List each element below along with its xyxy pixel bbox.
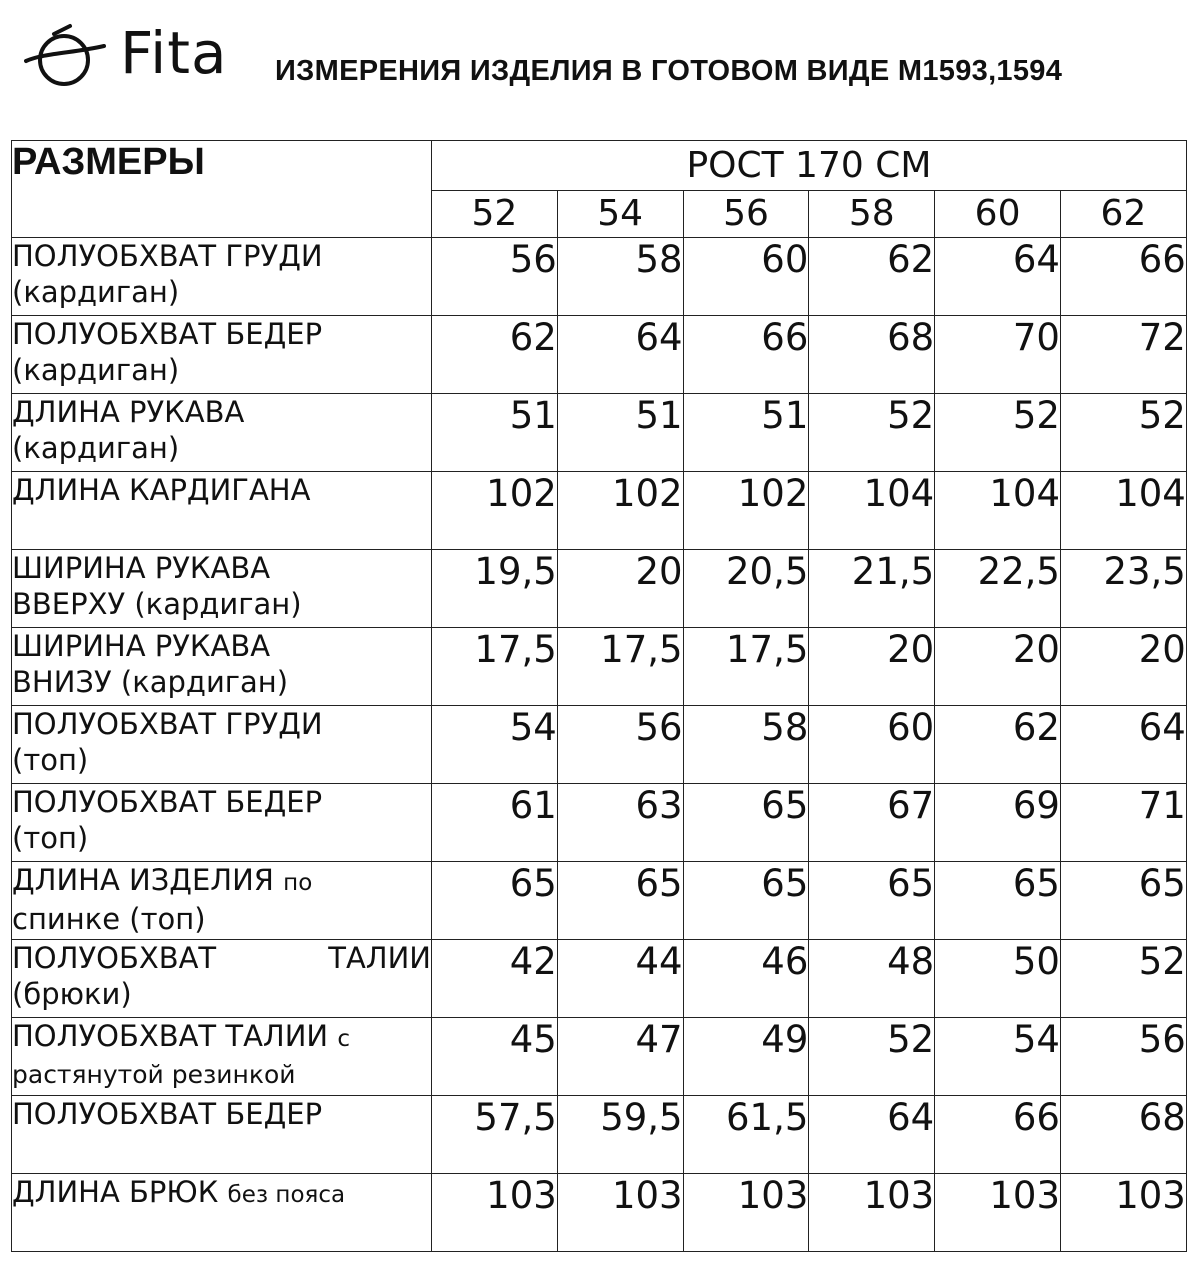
measurement-value: 62 xyxy=(809,238,935,316)
measurement-value: 50 xyxy=(935,940,1061,1018)
measurement-label-line1 xyxy=(12,706,431,742)
measurement-label-line1 xyxy=(12,1096,431,1132)
document-title: ИЗМЕРЕНИЯ ИЗДЕЛИЯ В ГОТОВОМ ВИДЕ М1593,1594 xyxy=(275,55,1063,87)
size-header-cell: 62 xyxy=(1060,190,1186,238)
measurement-value: 51 xyxy=(432,394,558,472)
measurement-value: 103 xyxy=(1060,1174,1186,1252)
table-body xyxy=(12,238,1187,1252)
measurement-label-line1 xyxy=(12,1174,431,1213)
measurement-value: 65 xyxy=(557,862,683,940)
measurement-label xyxy=(12,394,432,472)
measurement-label xyxy=(12,550,432,628)
measurement-label-line1 xyxy=(12,394,431,430)
measurement-name: ПОЛУОБХВАТ ТАЛИИ xyxy=(12,1019,329,1053)
measurement-name: ПОЛУОБХВАТ БЕДЕР xyxy=(12,1097,323,1131)
measurement-label-line1 xyxy=(12,316,431,352)
measurement-name-suffix: по xyxy=(283,870,313,896)
measurement-value: 66 xyxy=(935,1096,1061,1174)
measurement-value: 69 xyxy=(935,784,1061,862)
measurement-label-line1 xyxy=(12,628,431,664)
brand-name: Fita xyxy=(120,19,228,87)
measurement-value: 66 xyxy=(1060,238,1186,316)
measurement-value: 104 xyxy=(809,472,935,550)
measurement-name-suffix: с xyxy=(337,1026,350,1052)
size-header-cell: 58 xyxy=(809,190,935,238)
measurement-value: 47 xyxy=(557,1018,683,1096)
measurement-value: 54 xyxy=(432,706,558,784)
measurement-label-line1 xyxy=(12,940,431,976)
measurement-value: 51 xyxy=(683,394,809,472)
measurement-value: 23,5 xyxy=(1060,550,1186,628)
measurement-value: 103 xyxy=(935,1174,1061,1252)
measurement-label-line1 xyxy=(12,550,431,586)
measurement-value: 104 xyxy=(935,472,1061,550)
table-row xyxy=(12,394,1187,472)
measurement-value: 66 xyxy=(683,316,809,394)
measurement-value: 65 xyxy=(809,862,935,940)
measurement-label-line2: (кардиган) xyxy=(12,353,180,387)
measurement-value: 62 xyxy=(935,706,1061,784)
measurement-name-suffix: без пояса xyxy=(227,1182,346,1208)
measurement-value: 52 xyxy=(1060,394,1186,472)
measurement-value: 44 xyxy=(557,940,683,1018)
measurement-value: 103 xyxy=(683,1174,809,1252)
measurement-value: 67 xyxy=(809,784,935,862)
measurement-name: ДЛИНА ИЗДЕЛИЯ xyxy=(12,863,274,897)
size-header-cell: 52 xyxy=(432,190,558,238)
measurement-label-line2: (кардиган) xyxy=(12,275,180,309)
table-row xyxy=(12,472,1187,550)
measurement-value: 64 xyxy=(557,316,683,394)
size-header-cell: 60 xyxy=(935,190,1061,238)
measurement-value: 61 xyxy=(432,784,558,862)
measurement-value: 60 xyxy=(809,706,935,784)
measurement-value: 20,5 xyxy=(683,550,809,628)
measurement-value: 48 xyxy=(809,940,935,1018)
measurement-value: 103 xyxy=(809,1174,935,1252)
measurement-value: 68 xyxy=(1060,1096,1186,1174)
table-row xyxy=(12,1174,1187,1252)
measurement-label xyxy=(12,628,432,706)
table-row xyxy=(12,316,1187,394)
measurement-label-line1 xyxy=(12,862,431,901)
table-row xyxy=(12,550,1187,628)
measurement-name: ДЛИНА КАРДИГАНА xyxy=(12,473,311,507)
measurement-value: 63 xyxy=(557,784,683,862)
table-row xyxy=(12,238,1187,316)
measurement-label xyxy=(12,706,432,784)
measurement-value: 103 xyxy=(432,1174,558,1252)
measurement-value: 70 xyxy=(935,316,1061,394)
table-row xyxy=(12,628,1187,706)
measurement-value: 65 xyxy=(683,862,809,940)
measurement-name-suffix: ТАЛИИ xyxy=(328,941,431,975)
measurement-value: 58 xyxy=(557,238,683,316)
measurement-label xyxy=(12,862,432,940)
measurement-name: ПОЛУОБХВАТ ГРУДИ xyxy=(12,239,323,273)
measurement-value: 64 xyxy=(935,238,1061,316)
measurement-label-line2: (топ) xyxy=(12,743,89,777)
growth-header: РОСТ 170 СМ xyxy=(432,141,1187,191)
measurement-label xyxy=(12,1018,432,1096)
measurement-name: ДЛИНА РУКАВА xyxy=(12,395,245,429)
measurement-label xyxy=(12,1174,432,1252)
measurement-label xyxy=(12,940,432,1018)
table-row xyxy=(12,706,1187,784)
measurement-value: 17,5 xyxy=(683,628,809,706)
measurement-value: 51 xyxy=(557,394,683,472)
measurement-name: ШИРИНА РУКАВА xyxy=(12,551,271,585)
measurement-label-line2: ВВЕРХУ (кардиган) xyxy=(12,587,302,621)
measurement-value: 17,5 xyxy=(557,628,683,706)
measurement-value: 56 xyxy=(1060,1018,1186,1096)
measurement-value: 22,5 xyxy=(935,550,1061,628)
measurement-label-line2: (кардиган) xyxy=(12,431,180,465)
measurement-value: 45 xyxy=(432,1018,558,1096)
size-header-cell: 56 xyxy=(683,190,809,238)
measurement-label-line1 xyxy=(12,1018,431,1057)
measurement-label-line1 xyxy=(12,238,431,274)
measurement-label-line2: ВНИЗУ (кардиган) xyxy=(12,665,289,699)
measurement-value: 102 xyxy=(432,472,558,550)
measurement-value: 65 xyxy=(683,784,809,862)
measurement-value: 61,5 xyxy=(683,1096,809,1174)
table-row xyxy=(12,1018,1187,1096)
measurement-label-line2: растянутой резинкой xyxy=(12,1060,296,1089)
measurement-value: 52 xyxy=(1060,940,1186,1018)
measurement-value: 20 xyxy=(557,550,683,628)
measurement-value: 65 xyxy=(935,862,1061,940)
measurement-value: 52 xyxy=(809,1018,935,1096)
table-row xyxy=(12,940,1187,1018)
measurement-value: 59,5 xyxy=(557,1096,683,1174)
measurement-label-line2: спинке (топ) xyxy=(12,902,206,936)
measurement-label-line1 xyxy=(12,784,431,820)
measurement-label xyxy=(12,238,432,316)
measurement-value: 71 xyxy=(1060,784,1186,862)
table-row xyxy=(12,784,1187,862)
measurement-name: ШИРИНА РУКАВА xyxy=(12,629,271,663)
measurement-value: 102 xyxy=(683,472,809,550)
measurement-value: 56 xyxy=(432,238,558,316)
measurement-value: 19,5 xyxy=(432,550,558,628)
measurement-value: 64 xyxy=(809,1096,935,1174)
size-header-cell: 54 xyxy=(557,190,683,238)
measurement-label-line2: (топ) xyxy=(12,821,89,855)
header xyxy=(0,0,1200,135)
measurement-value: 20 xyxy=(935,628,1061,706)
measurement-value: 64 xyxy=(1060,706,1186,784)
measurement-value: 58 xyxy=(683,706,809,784)
measurement-value: 104 xyxy=(1060,472,1186,550)
measurement-label-line1 xyxy=(12,472,431,508)
measurement-value: 57,5 xyxy=(432,1096,558,1174)
measurement-value: 20 xyxy=(1060,628,1186,706)
sizes-header: РАЗМЕРЫ xyxy=(12,141,432,238)
measurement-value: 72 xyxy=(1060,316,1186,394)
measurement-label xyxy=(12,1096,432,1174)
measurement-name: ПОЛУОБХВАТ xyxy=(12,941,217,975)
measurement-label xyxy=(12,472,432,550)
measurement-label xyxy=(12,316,432,394)
measurement-value: 52 xyxy=(809,394,935,472)
measurement-name: ПОЛУОБХВАТ ГРУДИ xyxy=(12,707,323,741)
measurement-value: 65 xyxy=(432,862,558,940)
table-row xyxy=(12,862,1187,940)
measurement-value: 54 xyxy=(935,1018,1061,1096)
measurement-label xyxy=(12,784,432,862)
measurement-value: 21,5 xyxy=(809,550,935,628)
measurement-value: 60 xyxy=(683,238,809,316)
measurement-value: 20 xyxy=(809,628,935,706)
measurement-value: 103 xyxy=(557,1174,683,1252)
fita-logo-icon xyxy=(24,22,106,92)
measurement-name: ПОЛУОБХВАТ БЕДЕР xyxy=(12,317,323,351)
measurement-name: ДЛИНА БРЮК xyxy=(12,1175,219,1209)
measurement-name: ПОЛУОБХВАТ БЕДЕР xyxy=(12,785,323,819)
measurement-value: 62 xyxy=(432,316,558,394)
measurement-value: 65 xyxy=(1060,862,1186,940)
measurement-value: 102 xyxy=(557,472,683,550)
table-row xyxy=(12,1096,1187,1174)
size-table xyxy=(11,140,1187,1252)
measurement-value: 42 xyxy=(432,940,558,1018)
measurement-value: 49 xyxy=(683,1018,809,1096)
measurement-value: 68 xyxy=(809,316,935,394)
measurement-value: 56 xyxy=(557,706,683,784)
measurement-label-line2: (брюки) xyxy=(12,977,132,1011)
measurement-value: 46 xyxy=(683,940,809,1018)
measurement-value: 17,5 xyxy=(432,628,558,706)
measurement-value: 52 xyxy=(935,394,1061,472)
